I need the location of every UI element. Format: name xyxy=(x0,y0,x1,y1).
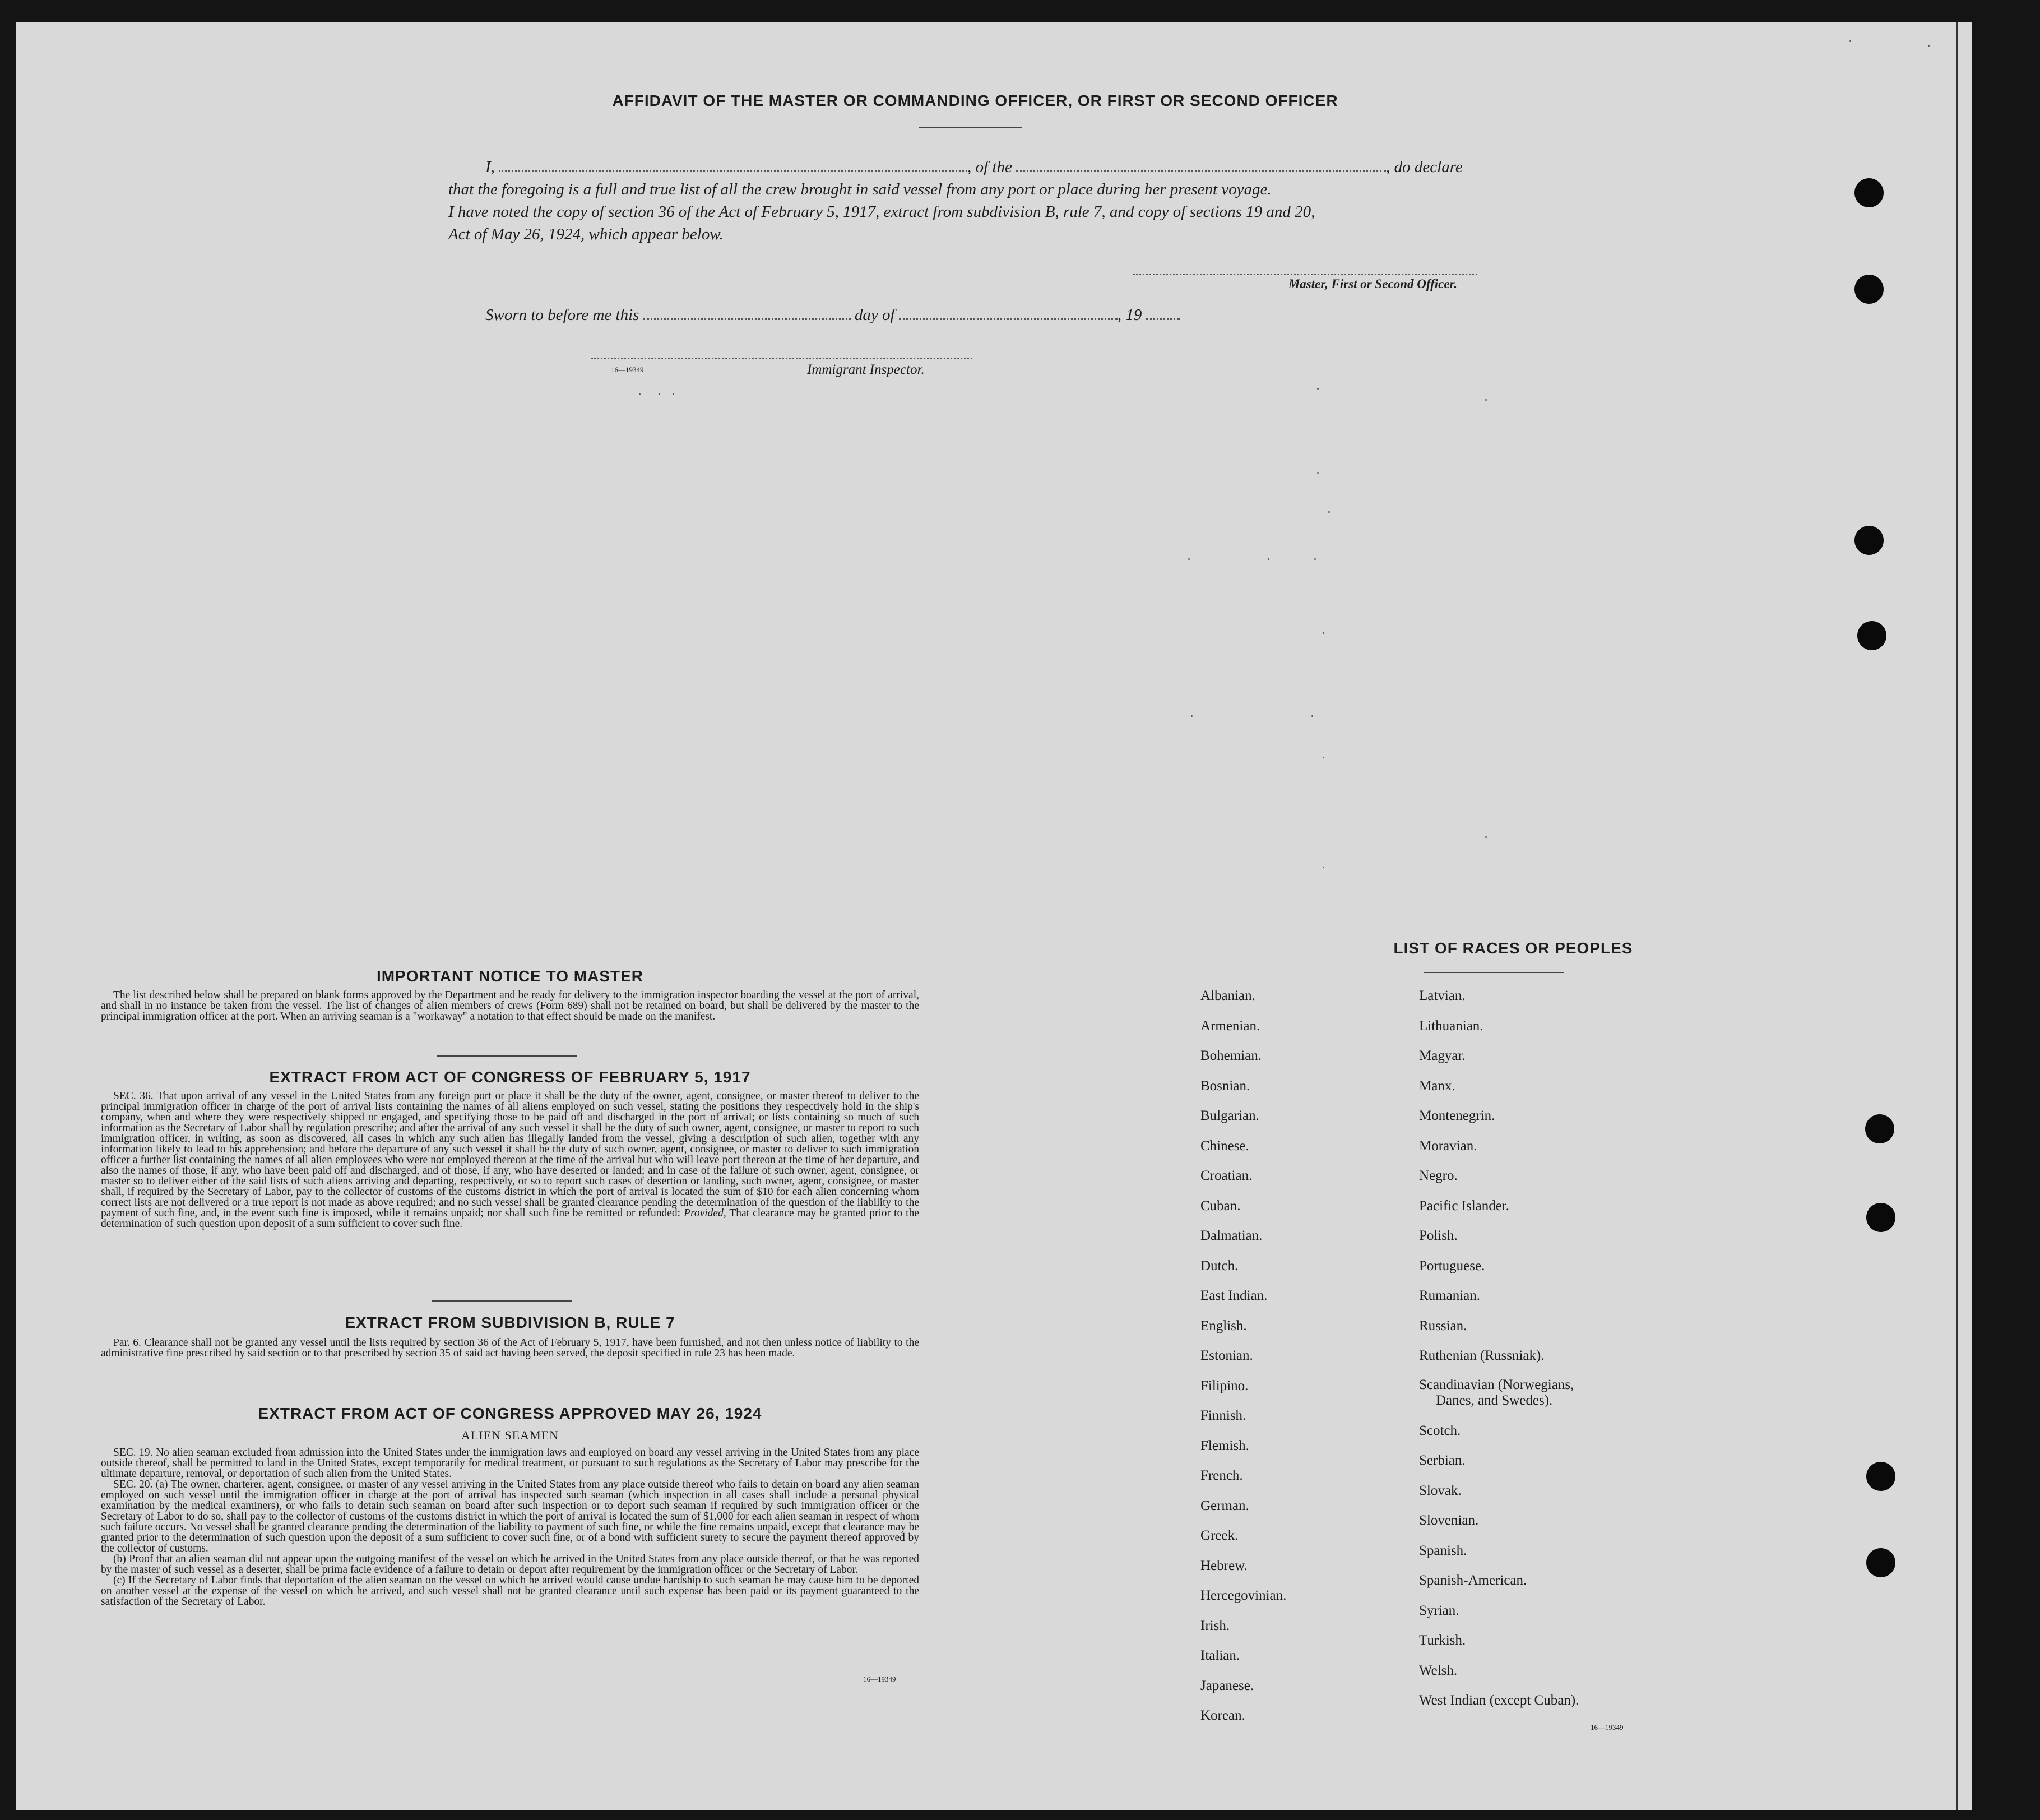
form-number-bottom-right: 16—19349 xyxy=(1591,1723,1624,1731)
speck xyxy=(1849,40,1851,42)
affidavit-line-3: I have noted the copy of section 36 of the Act of February 5, 1917, extract from subdivision B, rule 7, and copy of sections 19 and 20, xyxy=(448,203,1315,221)
form-number-top: 16—19349 xyxy=(611,365,644,374)
race-item: Croatian. xyxy=(1200,1168,1253,1183)
race-item: Russian. xyxy=(1419,1318,1467,1333)
notice-paragraph: The list described below shall be prepared on blank forms approved by the Department and be ready for delivery to the immigration inspector boarding the vessel at the port of arrival, and shall in no instance be taken from the vessel. The list of changes of alien members of crews (Form 689) shall not be retained on board, but shall be delivered by the master to the principal immigration officer at the port. When an arriving seaman is a "workaway" a notation to that effect should be made on the manifest. xyxy=(101,989,919,1022)
speck xyxy=(1323,632,1324,634)
race-item: Korean. xyxy=(1200,1708,1245,1723)
race-item: Dalmatian. xyxy=(1200,1228,1263,1243)
race-item: Bulgarian. xyxy=(1200,1108,1259,1123)
extract-1917-text xyxy=(101,1091,919,1229)
race-item: Hebrew. xyxy=(1200,1558,1248,1573)
speck xyxy=(1485,836,1487,838)
notice-rule xyxy=(437,1055,577,1057)
vessel-field[interactable] xyxy=(1016,155,1386,172)
speck xyxy=(639,393,641,395)
binder-hole xyxy=(1857,621,1886,650)
race-item: Serbian. xyxy=(1419,1453,1466,1468)
binder-hole xyxy=(1866,1548,1895,1577)
speck xyxy=(1485,399,1487,401)
race-item: West Indian (except Cuban). xyxy=(1419,1693,1579,1708)
race-item: Negro. xyxy=(1419,1168,1458,1183)
extract-1917-rule xyxy=(432,1300,572,1302)
binder-hole xyxy=(1865,1114,1894,1143)
affidavit-line-2: that the foregoing is a full and true list of all the crew brought in said vessel from any port or place during her present voyage. xyxy=(448,180,1272,198)
race-item: Danes, and Swedes). xyxy=(1436,1392,1553,1408)
race-item: Scotch. xyxy=(1419,1423,1461,1438)
race-item: Italian. xyxy=(1200,1648,1240,1663)
day-of-text: day of xyxy=(854,306,895,324)
affidavit-title: AFFIDAVIT OF THE MASTER OR COMMANDING OFFICER, OR FIRST OR SECOND OFFICER xyxy=(612,92,1338,109)
affidavit-line-1 xyxy=(485,155,1500,178)
signature-line[interactable] xyxy=(1133,274,1477,275)
race-item: Slovenian. xyxy=(1419,1513,1479,1528)
race-item: German. xyxy=(1200,1498,1249,1513)
race-item: Rumanian. xyxy=(1419,1288,1481,1303)
race-item: Ruthenian (Russniak). xyxy=(1419,1348,1545,1363)
binder-hole xyxy=(1866,1462,1895,1491)
race-item: Manx. xyxy=(1419,1078,1455,1094)
extract-1924-text xyxy=(101,1447,919,1607)
day-field[interactable] xyxy=(643,303,851,320)
rule7-title: EXTRACT FROM SUBDIVISION B, RULE 7 xyxy=(345,1314,675,1331)
affidavit-line-4: Act of May 26, 1924, which appear below. xyxy=(448,225,724,243)
race-item: Latvian. xyxy=(1419,988,1466,1003)
binder-hole xyxy=(1854,178,1884,207)
signature-label: Master, First or Second Officer. xyxy=(1288,277,1457,291)
year-prefix: , 19 xyxy=(1117,306,1142,324)
title-rule xyxy=(919,127,1022,128)
race-item: Japanese. xyxy=(1200,1678,1254,1693)
sec36-paragraph xyxy=(101,1091,919,1229)
speck xyxy=(1317,472,1319,474)
rule7-text xyxy=(101,1337,919,1359)
race-item: Turkish. xyxy=(1419,1633,1466,1648)
race-item: Estonian. xyxy=(1200,1348,1253,1363)
race-item: Montenegrin. xyxy=(1419,1108,1495,1123)
race-item: Magyar. xyxy=(1419,1048,1466,1063)
extract-1924-title: EXTRACT FROM ACT OF CONGRESS APPROVED MAY 26, 1924 xyxy=(258,1405,762,1422)
affidavit-of-the: , of the xyxy=(967,158,1012,176)
sworn-line xyxy=(485,303,1270,326)
speck xyxy=(1328,511,1330,513)
sworn-text: Sworn to before me this xyxy=(485,306,639,324)
speck xyxy=(659,393,660,395)
speck xyxy=(1323,757,1324,758)
binder-hole xyxy=(1866,1203,1895,1232)
race-item: Spanish-American. xyxy=(1419,1573,1527,1588)
race-item: Armenian. xyxy=(1200,1018,1260,1034)
sec20b-paragraph: (b) Proof that an alien seaman did not appear upon the outgoing manifest of the vessel on which he arrived in the United States from any place outside thereof, or that he was reported by the master of such vessel as a deserter, shall be prima facie evidence of a failure to detain or deport after requirement by the immigration officer or the Secretary of Labor. xyxy=(101,1553,919,1576)
speck xyxy=(673,393,674,395)
race-item: Portuguese. xyxy=(1419,1258,1485,1273)
binder-hole xyxy=(1854,526,1884,555)
name-field[interactable] xyxy=(499,155,967,172)
sec36-text-end: That clearance may be granted prior to the determination of such question upon deposit of a sum sufficient to cover such fine. xyxy=(101,1207,920,1230)
form-number-bottom-left: 16—19349 xyxy=(863,1675,896,1683)
speck xyxy=(1314,558,1316,560)
race-item: Syrian. xyxy=(1419,1603,1459,1618)
race-item: Welsh. xyxy=(1419,1662,1458,1678)
race-item: Dutch. xyxy=(1200,1258,1239,1273)
race-item: Chinese. xyxy=(1200,1138,1249,1154)
affidavit-i: I, xyxy=(485,158,495,176)
races-title: LIST OF RACES OR PEOPLES xyxy=(1393,939,1633,957)
race-item: Moravian. xyxy=(1419,1138,1477,1154)
race-item: Lithuanian. xyxy=(1419,1018,1483,1034)
race-item: Bohemian. xyxy=(1200,1048,1262,1063)
race-item: Flemish. xyxy=(1200,1438,1249,1453)
race-item: Bosnian. xyxy=(1200,1078,1250,1094)
sec19-paragraph: SEC. 19. No alien seaman excluded from admission into the United States under the immigration laws and employed on board any vessel arriving in the United States from any place outside thereof, shall be permitted to land in the United States, except temporarily for medical treatment, or pursuant to such regulations as the Secretary of Labor may prescribe for the ultimate departure, removal, or deportation of such alien from the United States. xyxy=(101,1447,919,1480)
page-edge xyxy=(1956,22,1958,1810)
month-field[interactable] xyxy=(899,303,1118,320)
race-item: Albanian. xyxy=(1200,988,1255,1003)
race-item: Cuban. xyxy=(1200,1198,1241,1214)
alien-seamen-subtitle: ALIEN SEAMEN xyxy=(461,1428,559,1442)
race-item: Greek. xyxy=(1200,1528,1239,1543)
inspector-line[interactable] xyxy=(591,358,972,359)
race-item: French. xyxy=(1200,1468,1243,1483)
race-item: Filipino. xyxy=(1200,1378,1249,1393)
speck xyxy=(1317,388,1319,390)
race-item: Slovak. xyxy=(1419,1483,1462,1498)
race-item: English. xyxy=(1200,1318,1247,1333)
notice-title: IMPORTANT NOTICE TO MASTER xyxy=(376,967,644,985)
binder-hole xyxy=(1854,275,1884,304)
rule7-paragraph: Par. 6. Clearance shall not be granted any vessel until the lists required by section 36 of the Act of February 5, 1917, have been furnished, and not then unless notice of liability to the administrative fine prescribed by said section or to that prescribed by section 35 of said act having been served, the deposit specified in rule 23 has been made. xyxy=(101,1337,919,1359)
notice-text xyxy=(101,990,919,1022)
race-item: Scandinavian (Norwegians, xyxy=(1419,1377,1574,1392)
sec36-text: SEC. 36. That upon arrival of any vessel in the United States from any foreign port or place it shall be the duty of the owner, agent, consignee, or master thereof to deliver to the principal immigration officer in charge of the port of arrival lists containing the names of all aliens employed on such vessel, stating the positions they respectively hold in the ship's company, when and where they were respectively shipped or engaged, and specifying those to be paid off and discharged in the port of arrival; or lists containing so much of such information as the Secretary of Labor shall by regulation prescribe; and after the arrival of any such vessel it shall be the duty of such owner, agent, consignee, or master to report to such immigration officer, in writing, as soon as discovered, all cases in which any such alien has illegally landed from the vessel, giving a description of such alien, together with any information likely to lead to his apprehension; and before the departure of any such vessel it shall be the duty of such owner, agent, consignee, or master to deliver to such immigration officer a further list containing the names of all alien employees who were not employed thereon at the time of the arrival but who will leave port thereon at the time of her departure, and also the names of those, if any, who have been paid off and discharged, and of those, if any, who have deserted or landed; and in case of the failure of such owner, agent, consignee, or master so to deliver either of the said lists of such aliens arriving and departing, respectively, or so to report such cases of desertion or landing, such owner, agent, consignee, or master shall, if required by the Secretary of Labor, pay to the collector of customs of the customs district in which the port of arrival is located the sum of $10 for each alien concerning whom correct lists are not delivered or a true report is not made as above required; and no such vessel shall be granted clearance pending the determination of the question of the liability to the payment of such fine, and, in the event such fine is imposed, while it remains unpaid; nor shall such fine be remitted or refunded: xyxy=(101,1090,919,1219)
sec20c-paragraph: (c) If the Secretary of Labor finds that deportation of the alien seaman on the vessel on which he arrived would cause undue hardship to such seaman he may cause him to be deported on another vessel at the expense of the vessel on which he arrived, and such vessel shall not be granted clearance until such expense has been paid or its payment guaranteed to the satisfaction of the Secretary of Labor. xyxy=(101,1574,919,1608)
extract-1917-title: EXTRACT FROM ACT OF CONGRESS OF FEBRUARY 5, 1917 xyxy=(269,1068,751,1086)
race-item: Finnish. xyxy=(1200,1408,1246,1423)
speck xyxy=(1188,558,1190,560)
sec20a-paragraph: SEC. 20. (a) The owner, charterer, agent, consignee, or master of any vessel arriving in the United States from any place outside thereof who fails to detain on board any alien seaman employed on such vessel until the immigration officer in charge at the port of arrival has inspected such seaman (which inspection in all cases shall include a personal physical examination by the medical examiners), or who fails to detain such seaman on board after such inspection or to deport such seaman if required by such immigration officer or the Secretary of Labor to do so, shall pay to the collector of customs of the customs district in which the port of arrival is located the sum of $1,000 for each alien seaman in respect of whom such failure occurs. No vessel shall be granted clearance pending the determination of the liability to payment of such fine, or while the fine remains unpaid, except that clearance may be granted prior to the determination of such question upon the deposit of a sum sufficient to cover such fine, or of a bond with sufficient surety to secure the payment thereof approved by the collector of customs. xyxy=(101,1479,919,1554)
race-item: Irish. xyxy=(1200,1618,1230,1633)
speck xyxy=(1928,45,1930,47)
race-item: Spanish. xyxy=(1419,1543,1467,1558)
inspector-label: Immigrant Inspector. xyxy=(807,362,925,377)
races-rule xyxy=(1424,972,1564,973)
speck xyxy=(1323,867,1324,868)
speck xyxy=(1268,558,1269,560)
race-item: Pacific Islander. xyxy=(1419,1198,1510,1214)
affidavit-declare: , do declare xyxy=(1386,158,1463,176)
races-column-1 xyxy=(1200,981,1425,1731)
sec36-proviso: Provided, xyxy=(684,1207,726,1219)
race-item: Polish. xyxy=(1419,1228,1458,1243)
races-column-2 xyxy=(1419,981,1755,1716)
speck xyxy=(1191,715,1193,717)
year-field[interactable] xyxy=(1146,303,1180,320)
race-item: Hercegovinian. xyxy=(1200,1588,1287,1603)
speck xyxy=(1311,715,1313,717)
race-item: East Indian. xyxy=(1200,1288,1268,1303)
